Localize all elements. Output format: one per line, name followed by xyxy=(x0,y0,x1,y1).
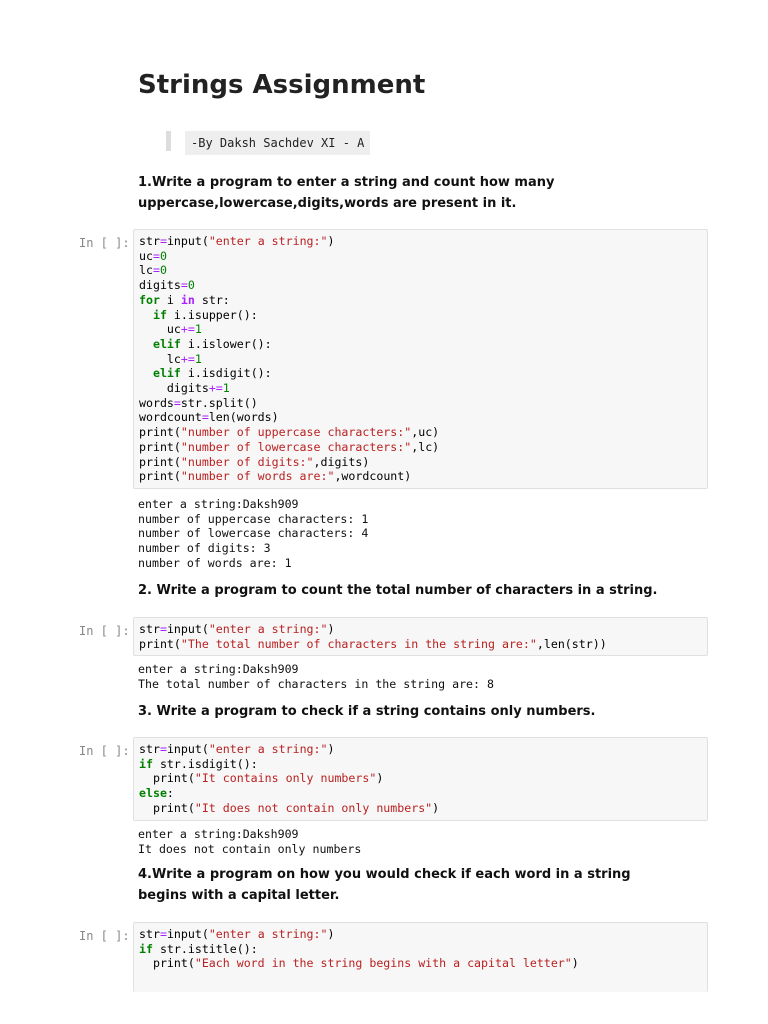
code-token: str.isdigit(): xyxy=(152,756,258,771)
code-token: len(words) xyxy=(208,410,279,425)
code-token: 1 xyxy=(194,322,202,337)
code-token: "The total number of characters in the string are:" xyxy=(180,636,537,651)
code-token: 0 xyxy=(159,248,167,263)
code-cell-3-source[interactable] xyxy=(139,742,702,816)
code-token: "number of words are:" xyxy=(180,469,335,484)
code-token: 0 xyxy=(159,263,167,278)
code-cell-1-source[interactable] xyxy=(139,234,702,484)
code-token: "number of uppercase characters:" xyxy=(180,425,412,440)
code-token: = xyxy=(159,742,167,756)
code-token: = xyxy=(152,248,160,263)
code-token: "enter a string:" xyxy=(208,622,328,636)
code-token: input( xyxy=(166,742,209,756)
code-token: digits xyxy=(139,278,181,293)
code-token: print( xyxy=(139,771,195,786)
code-token: elif xyxy=(152,366,181,381)
code-token: str xyxy=(139,927,160,941)
code-token: "number of digits:" xyxy=(180,454,314,469)
code-cell-4[interactable] xyxy=(133,922,708,992)
code-token: str.split() xyxy=(180,395,258,410)
code-token: print( xyxy=(139,636,181,651)
code-token: str xyxy=(139,742,160,756)
code-token: ,uc) xyxy=(411,425,440,440)
code-token: digits xyxy=(139,381,209,396)
code-token: "enter a string:" xyxy=(208,234,328,248)
code-token: ) xyxy=(432,800,440,815)
code-token: "enter a string:" xyxy=(208,927,328,941)
code-cell-3[interactable] xyxy=(133,737,708,821)
code-token: ) xyxy=(376,771,384,786)
code-token: = xyxy=(159,927,167,941)
code-token: += xyxy=(180,322,195,337)
code-token: "It does not contain only numbers" xyxy=(194,800,433,815)
code-token: print( xyxy=(139,425,181,440)
code-token: ) xyxy=(327,622,335,636)
code-token: if xyxy=(152,307,167,322)
code-cell-2[interactable] xyxy=(133,617,708,656)
code-token: input( xyxy=(166,234,209,248)
question-1: 1.Write a program to enter a string and count how many uppercase,lowercase,digits,words are present in it. xyxy=(138,175,555,211)
code-token: print( xyxy=(139,454,181,469)
code-token xyxy=(139,366,153,380)
code-token: for xyxy=(139,292,160,307)
code-token: i xyxy=(159,292,181,307)
code-cell-2-source[interactable] xyxy=(139,622,702,651)
code-token: = xyxy=(201,410,209,425)
code-token: in xyxy=(180,292,195,307)
code-token: input( xyxy=(166,622,209,636)
code-token: 1 xyxy=(222,381,230,396)
code-token: print( xyxy=(139,469,181,484)
cell-3-output: enter a string:Daksh909 It does not contain only numbers xyxy=(138,827,362,856)
code-token: ,len(str)) xyxy=(536,636,607,651)
question-4: 4.Write a program on how you would check if each word in a string begins with a capital letter. xyxy=(138,867,631,903)
code-token xyxy=(139,337,153,351)
question-3: 3. Write a program to check if a string contains only numbers. xyxy=(138,704,596,719)
byline-quote xyxy=(166,131,370,151)
code-token: ) xyxy=(327,234,335,248)
cell-2-prompt: In [ ]: xyxy=(79,624,130,638)
code-token: ) xyxy=(327,927,335,941)
cell-2-output: enter a string:Daksh909 The total number of characters in the string are: 8 xyxy=(138,662,494,691)
cell-1-prompt: In [ ]: xyxy=(79,236,130,250)
cell-3-prompt: In [ ]: xyxy=(79,744,130,758)
code-token: "number of lowercase characters:" xyxy=(180,439,412,454)
code-token: words xyxy=(139,395,174,410)
code-token: i.islower(): xyxy=(180,336,272,351)
code-token: "enter a string:" xyxy=(208,742,328,756)
cell-1-output: enter a string:Daksh909 number of uppercase characters: 1 number of lowercase characters: 4 number of digits: 3 number of words are: 1 xyxy=(138,497,369,570)
code-token xyxy=(139,308,153,322)
code-token: += xyxy=(180,351,195,366)
code-token: 0 xyxy=(187,278,195,293)
code-cell-4-source[interactable] xyxy=(139,927,702,971)
question-2: 2. Write a program to count the total number of characters in a string. xyxy=(138,583,658,598)
code-token: : xyxy=(166,786,174,801)
code-token: if xyxy=(139,941,153,956)
code-token: uc xyxy=(139,322,181,337)
code-token: ) xyxy=(571,956,579,971)
code-token: ,lc) xyxy=(411,439,440,454)
code-token: str: xyxy=(194,292,230,307)
code-token: str xyxy=(139,622,160,636)
code-token: "It contains only numbers" xyxy=(194,771,377,786)
code-token: wordcount xyxy=(139,410,202,425)
code-token: print( xyxy=(139,439,181,454)
code-token: if xyxy=(139,756,153,771)
code-token: print( xyxy=(139,800,195,815)
code-token: lc xyxy=(139,351,181,366)
code-token: = xyxy=(180,278,188,293)
code-cell-1[interactable] xyxy=(133,229,708,489)
code-token: i.isupper(): xyxy=(166,307,258,322)
code-token: 1 xyxy=(194,351,202,366)
code-token: = xyxy=(152,263,160,278)
code-token: "Each word in the string begins with a capital letter" xyxy=(194,956,572,971)
code-token: lc xyxy=(139,263,153,278)
code-token: else xyxy=(139,786,167,801)
code-token: ) xyxy=(327,742,335,756)
code-token: print( xyxy=(139,956,195,971)
code-token: i.isdigit(): xyxy=(180,366,272,381)
byline-text: -By Daksh Sachdev XI - A xyxy=(185,131,370,155)
code-token: str xyxy=(139,234,160,248)
code-token: ,wordcount) xyxy=(334,469,412,484)
code-token: += xyxy=(208,381,223,396)
code-token: ,digits) xyxy=(313,454,370,469)
code-token: str.istitle(): xyxy=(152,941,258,956)
code-token: uc xyxy=(139,248,153,263)
code-token: = xyxy=(159,622,167,636)
page-title: Strings Assignment xyxy=(138,70,426,100)
code-token: = xyxy=(159,234,167,248)
code-token: input( xyxy=(166,927,209,941)
code-token: elif xyxy=(152,336,181,351)
code-token: = xyxy=(173,395,181,410)
cell-4-prompt: In [ ]: xyxy=(79,929,130,943)
